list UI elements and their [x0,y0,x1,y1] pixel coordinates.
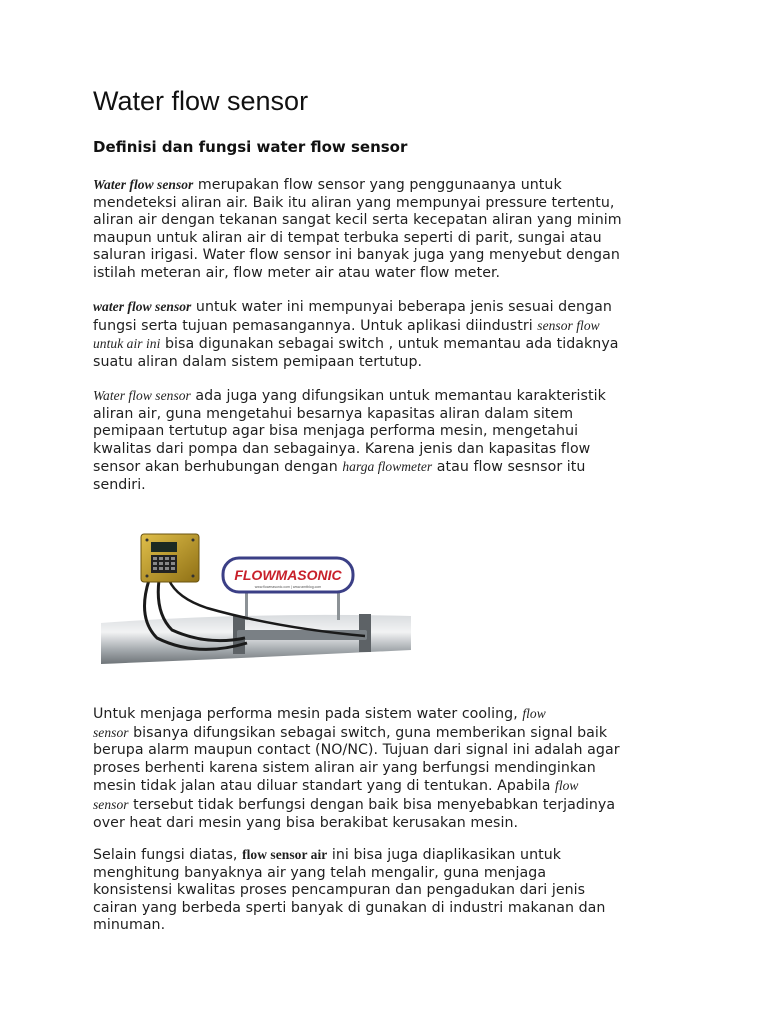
term-sensor: sensor [93,796,129,812]
paragraph-5: Selain fungsi diatas, flow sensor air ini bisa juga diaplikasikan untuk menghitung banyaknya air yang telah mengalir, guna menjaga konsistensi kwalitas proses pencampuran dan pengadukan dari jenis cairan yang berbeda sperti banyak di gunakan di industri makanan dan minuman. [93,847,606,934]
screw-icon [146,575,149,578]
screw-icon [146,539,149,542]
term-sensor: sensor [93,724,129,740]
link-sensor-flow[interactable]: sensor flow [537,317,600,333]
paragraph-4: Untuk menjaga performa mesin pada sistem water cooling, flow sensor bisanya difungsikan sebagai switch, guna memberikan signal baik berupa alarm maupun contact (NO/NC). Tujuan dari signal ini adalah agar proses berhenti karena sistem aliran air yang berfungsi mendinginkan mesin tidak jalan atau diluar standart yang di tentukan. Apabila flow sensor tersebut tidak berfungsi dengan baik bisa menyebabkan terjadinya over heat dari mesin yang bisa berakibat kerusakan mesin. [93,706,620,831]
page-title: Water flow sensor [93,86,309,116]
term-flow: flow [522,706,546,721]
link-harga-flowmeter[interactable]: harga flowmeter [342,459,433,475]
paragraph-1: Water flow sensor merupakan flow sensor yang penggunaanya untuk mendeteksi aliran air. Baik itu aliran yang mempunyai pressure tertentu, aliran air dengan tekanan sangat kecil serta kecepatan aliran yang minim maupun untuk aliran air di tempat terbuka seperti di parit, sungai atau saluran irigasi. Water flow sensor ini banyak juga yang menyebut dengan istilah meteran air, flow meter air atau water flow meter. [93,177,622,281]
term-flow-sensor-air: flow sensor air [242,847,328,862]
link-untuk-air-ini[interactable]: untuk air ini [93,336,161,352]
control-box-display [151,542,177,552]
screw-icon [192,539,195,542]
brand-url-text: www.flowmasonic.com | www.amtblog.com [254,585,322,589]
paragraph-2: water flow sensor untuk water ini mempunyai beberapa jenis sesuai dengan fungsi serta tujuan pemasangannya. Untuk aplikasi diindustri sensor flow untuk air ini bisa digunakan sebagai switch , untuk memantau ada tidaknya suatu aliran dalam sistem pemipaan tertutup. [93,299,619,370]
term-water-flow-sensor: Water flow sensor [93,177,194,192]
paragraph-3: Water flow sensor ada juga yang difungsikan untuk memantau karakteristik aliran air, guna mengetahui besarnya kapasitas aliran dalam sitem pemipaan tertutup agar bisa menjaga performa mesin, mengetahui kwalitas dari pompa dan sebagainya. Karena jenis dan kapasitas flow sensor akan berhubungan dengan harga flowmeter atau flow sesnsor itu sendiri. [93,388,606,493]
term-water-flow-sensor: water flow sensor [93,299,192,314]
term-water-flow-sensor: Water flow sensor [93,388,191,403]
section-heading: Definisi dan fungsi water flow sensor [93,138,408,156]
brand-logo-text: FLOWMASONIC [234,567,342,583]
term-flow: flow [555,778,579,794]
flow-meter-photo [97,528,417,668]
screw-icon [192,575,195,578]
